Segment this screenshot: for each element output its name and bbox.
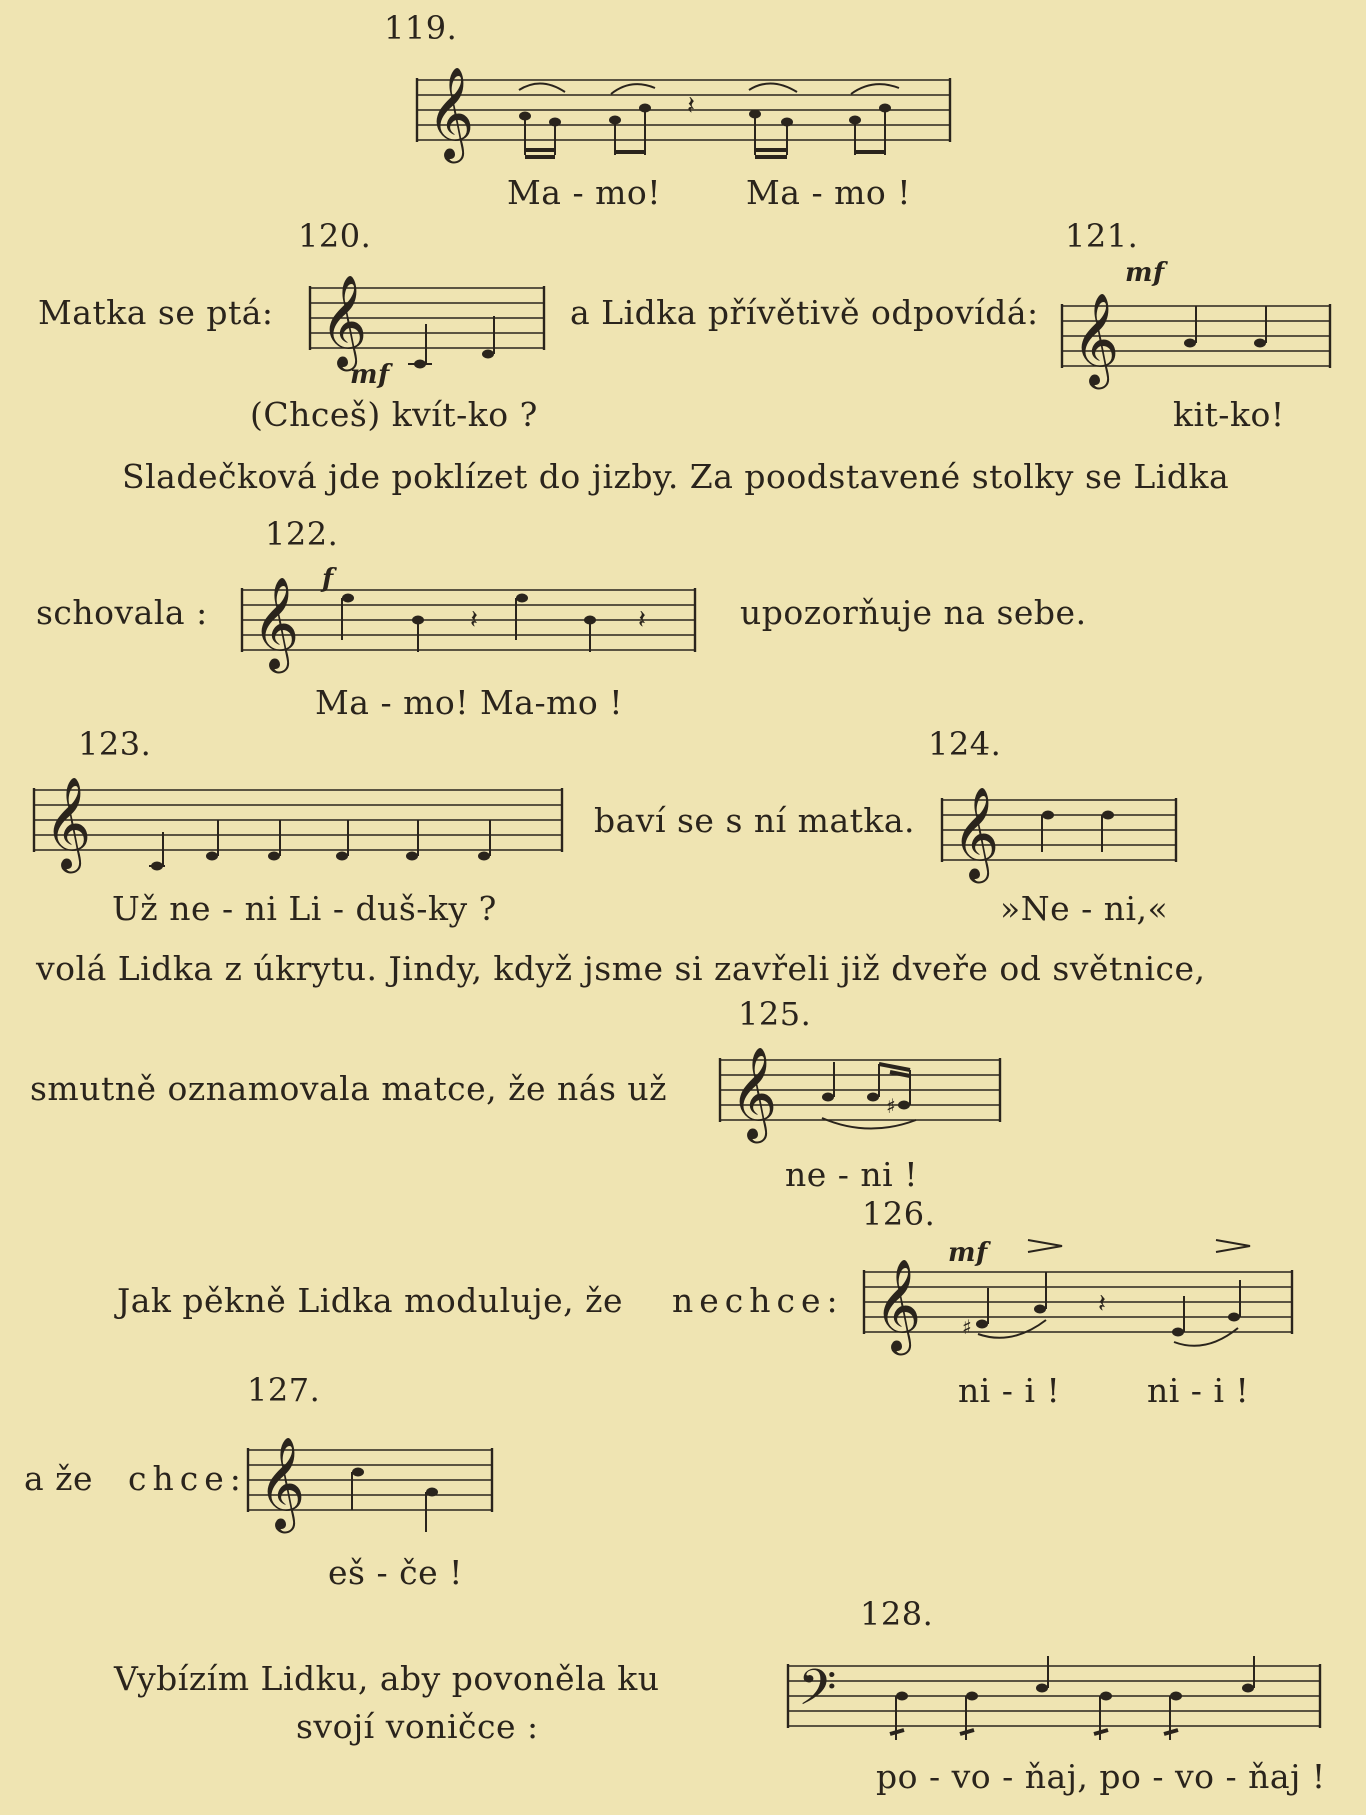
music-staff-125: [718, 1046, 1004, 1150]
svg-text:𝄞: 𝄞: [1072, 292, 1120, 385]
lyric-122: Ma - mo! Ma-mo !: [315, 683, 624, 722]
example-number-124: 124.: [928, 725, 1002, 763]
text-chce: chce:: [128, 1459, 247, 1498]
accent-marks-126: [1020, 1236, 1260, 1256]
lyric-120: (Chceš) kvít-ko ?: [250, 395, 538, 434]
svg-text:𝄞: 𝄞: [258, 1436, 306, 1529]
text-vola-lidka: volá Lidka z úkrytu. Jindy, když jsme si zavřeli již dveře od světnice,: [36, 949, 1206, 988]
text-vybizim-1: Vybízím Lidku, aby povoněla ku: [114, 1659, 660, 1698]
music-staff-126: [862, 1258, 1296, 1362]
text-a-lidka-odpovida: a Lidka přívětivě odpovídá:: [570, 293, 1039, 332]
dynamic-126: mf: [948, 1238, 988, 1268]
example-number-120: 120.: [298, 217, 372, 255]
example-number-125: 125.: [738, 995, 812, 1033]
example-number-123: 123.: [78, 725, 152, 763]
lyric-128: po - vo - ňaj, po - vo - ňaj !: [876, 1757, 1326, 1796]
music-staff-124: [940, 786, 1180, 880]
example-number-127: 127.: [247, 1371, 321, 1409]
svg-text:𝄞: 𝄞: [730, 1046, 778, 1139]
svg-text:♯: ♯: [886, 1094, 896, 1118]
svg-text:𝄢: 𝄢: [798, 1659, 837, 1729]
lyric-123: Už ne - ni Li - duš-ky ?: [112, 889, 497, 928]
lyric-124: »Ne - ni,«: [1000, 889, 1169, 928]
svg-text:𝄞: 𝄞: [874, 1258, 922, 1351]
lyric-119-b: Ma - mo !: [746, 173, 912, 212]
text-nechce: nechce:: [672, 1281, 844, 1320]
example-number-128: 128.: [860, 1595, 934, 1633]
lyric-125: ne - ni !: [785, 1155, 918, 1194]
text-upozornuje: upozorňuje na sebe.: [740, 593, 1087, 632]
lyric-119-a: Ma - mo!: [507, 173, 662, 212]
example-number-122: 122.: [265, 515, 339, 553]
svg-text:♯: ♯: [962, 1315, 972, 1339]
example-number-121: 121.: [1065, 217, 1139, 255]
music-staff-120: [308, 274, 548, 388]
dynamic-120: mf: [350, 360, 390, 390]
svg-text:𝄽: 𝄽: [1098, 1289, 1106, 1319]
music-staff-122: [240, 576, 700, 670]
svg-text:𝄞: 𝄞: [252, 576, 300, 669]
music-staff-123: [32, 776, 567, 880]
text-matka-se-pta: Matka se ptá:: [38, 293, 274, 332]
svg-text:𝄞: 𝄞: [44, 776, 92, 869]
text-bavi-se: baví se s ní matka.: [594, 801, 916, 840]
lyric-127: eš - če !: [328, 1553, 463, 1592]
svg-text:𝄞: 𝄞: [952, 786, 1000, 879]
dynamic-121: mf: [1125, 258, 1165, 288]
lyric-121: kit-ko!: [1173, 395, 1285, 434]
music-staff-119: [415, 66, 955, 170]
text-smutne: smutně oznamovala matce, že nás už: [30, 1069, 668, 1108]
music-staff-127: [246, 1436, 496, 1540]
text-a-ze: a že: [24, 1459, 94, 1498]
dynamic-122: f: [322, 564, 334, 594]
svg-text:𝄽: 𝄽: [638, 605, 646, 635]
example-number-126: 126.: [862, 1195, 936, 1233]
text-sladeckova: Sladečková jde poklízet do jizby. Za poodstavené stolky se Lidka: [122, 457, 1230, 496]
svg-text:𝄞: 𝄞: [320, 274, 368, 367]
example-number-119: 119.: [384, 9, 458, 47]
svg-text:𝄽: 𝄽: [687, 91, 695, 121]
svg-text:𝄽: 𝄽: [470, 605, 478, 635]
text-jak-pekne: Jak pěkně Lidka moduluje, že: [117, 1281, 624, 1320]
music-staff-121: [1060, 292, 1340, 386]
lyric-126-b: ni - i !: [1147, 1371, 1250, 1410]
svg-text:𝄞: 𝄞: [427, 66, 475, 159]
music-staff-128: [786, 1656, 1326, 1756]
text-schovala: schovala :: [36, 593, 208, 632]
text-vybizim-2: svojí voničce :: [296, 1707, 539, 1746]
lyric-126-a: ni - i !: [958, 1371, 1061, 1410]
